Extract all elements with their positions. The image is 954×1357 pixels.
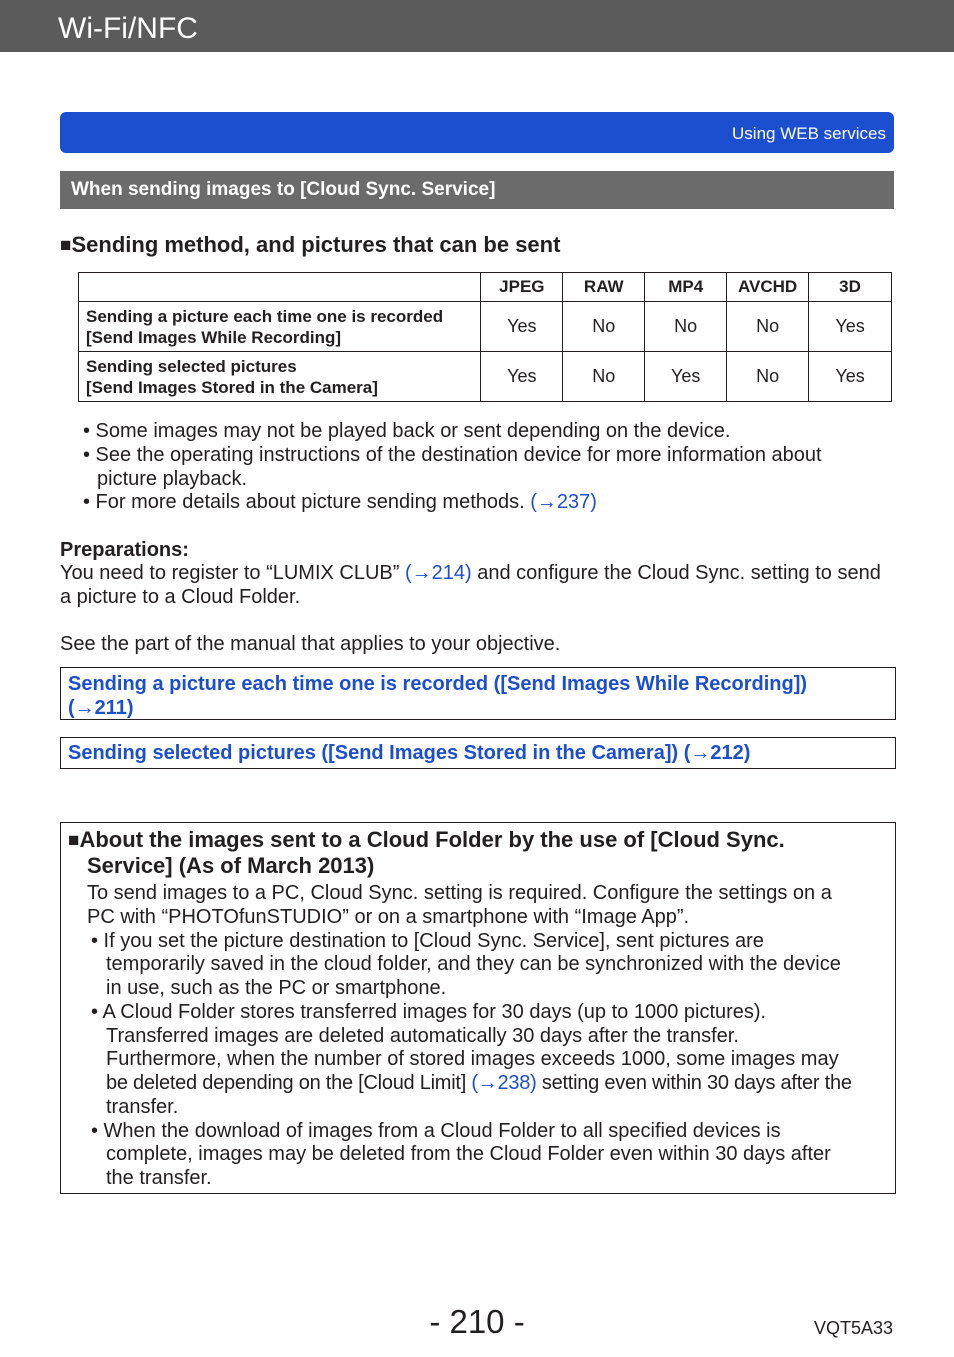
table-header-blank bbox=[79, 273, 481, 302]
table-cell: Yes bbox=[809, 302, 892, 352]
section-label: Using WEB services bbox=[732, 124, 886, 143]
about-bullet-continuation: in use, such as the PC or smartphone. bbox=[106, 977, 447, 999]
about-bullet-continuation: Transferred images are deleted automatically 30 days after the transfer. bbox=[106, 1025, 739, 1047]
method-heading bbox=[60, 232, 560, 259]
about-bullet-continuation: temporarily saved in the cloud folder, and they can be synchronized with the device bbox=[106, 953, 841, 975]
table-cell: No bbox=[563, 352, 645, 402]
table-cell: Yes bbox=[481, 352, 563, 402]
row-label bbox=[79, 352, 481, 402]
note-bullet: • See the operating instructions of the destination device for more information about bbox=[83, 444, 822, 466]
subsection-bar bbox=[60, 171, 894, 209]
about-bullet-continuation: transfer. bbox=[106, 1096, 179, 1118]
preparations-title: Preparations: bbox=[60, 539, 189, 561]
about-cloud-folder-box bbox=[60, 822, 896, 1194]
about-bullet: • If you set the picture destination to [Cloud Sync. Service], sent pictures are bbox=[91, 930, 764, 952]
table-header-mp4: MP4 bbox=[645, 273, 727, 302]
row-label-line: Sending a picture each time one is recorded bbox=[86, 306, 444, 326]
about-text: be deleted depending on the [Cloud Limit] bbox=[106, 1072, 472, 1094]
prep-text: You need to register to “LUMIX CLUB” bbox=[60, 562, 405, 584]
row-label bbox=[79, 302, 481, 352]
ref-link-line: Sending a picture each time one is recorded ([Send Images While Recording]) bbox=[68, 673, 808, 695]
sending-method-table bbox=[78, 272, 892, 402]
about-heading-text: About the images sent to a Cloud Folder by the use of [Cloud Sync. bbox=[79, 827, 785, 852]
square-bullet-icon: ■ bbox=[60, 235, 72, 256]
about-heading bbox=[68, 827, 785, 854]
about-intro: To send images to a PC, Cloud Sync. setting is required. Configure the settings on a bbox=[87, 882, 832, 904]
table-cell: Yes bbox=[481, 302, 563, 352]
note-bullet bbox=[83, 490, 597, 514]
table-cell: No bbox=[563, 302, 645, 352]
page-ref-link[interactable]: (→237) bbox=[530, 491, 597, 513]
top-header-bar bbox=[0, 0, 954, 52]
ref-link-line: (→211) bbox=[68, 697, 134, 719]
square-bullet-icon: ■ bbox=[68, 830, 80, 851]
row-label-line: Sending selected pictures bbox=[86, 356, 297, 376]
about-bullet-continuation: the transfer. bbox=[106, 1167, 212, 1189]
note-text: • For more details about picture sending methods. bbox=[83, 491, 531, 513]
table-cell: Yes bbox=[645, 352, 727, 402]
method-heading-text: Sending method, and pictures that can be sent bbox=[71, 232, 561, 257]
note-bullet-continuation: picture playback. bbox=[97, 468, 248, 490]
ref-send-while-recording[interactable] bbox=[60, 667, 896, 720]
subsection-title: When sending images to [Cloud Sync. Service] bbox=[71, 179, 496, 200]
preparations-text bbox=[60, 561, 881, 585]
document-code: VQT5A33 bbox=[813, 1318, 893, 1338]
table-cell: No bbox=[727, 302, 809, 352]
section-bar bbox=[60, 112, 894, 153]
table-row bbox=[79, 302, 892, 352]
table-header-row bbox=[79, 273, 892, 302]
chapter-title: Wi-Fi/NFC bbox=[58, 12, 198, 45]
ref-send-stored-images[interactable] bbox=[60, 737, 896, 769]
prep-text: and configure the Cloud Sync. setting to send bbox=[471, 562, 881, 584]
objective-text: See the part of the manual that applies to your objective. bbox=[60, 633, 561, 655]
note-bullet: • Some images may not be played back or sent depending on the device. bbox=[83, 420, 731, 442]
about-bullet-continuation: Furthermore, when the number of stored images exceeds 1000, some images may bbox=[106, 1048, 839, 1070]
about-bullet-continuation: complete, images may be deleted from the Cloud Folder even within 30 days after bbox=[106, 1143, 831, 1165]
row-label-line: [Send Images While Recording] bbox=[86, 327, 342, 347]
table-header-jpeg: JPEG bbox=[481, 273, 563, 302]
about-intro: PC with “PHOTOfunSTUDIO” or on a smartphone with “Image App”. bbox=[87, 906, 690, 928]
page-ref-link[interactable]: (→214) bbox=[404, 562, 472, 584]
page-number: - 210 - bbox=[429, 1303, 525, 1340]
table-cell: No bbox=[645, 302, 727, 352]
about-heading-continuation: Service] (As of March 2013) bbox=[87, 853, 375, 878]
page-ref-link[interactable]: (→238) bbox=[471, 1072, 537, 1094]
table-header-3d: 3D bbox=[809, 273, 892, 302]
table-cell: Yes bbox=[809, 352, 892, 402]
table-header-raw: RAW bbox=[563, 273, 645, 302]
about-bullet: • A Cloud Folder stores transferred images for 30 days (up to 1000 pictures). bbox=[91, 1001, 767, 1023]
ref-link-line: Sending selected pictures ([Send Images Stored in the Camera]) (→212) bbox=[68, 742, 751, 764]
about-text: setting even within 30 days after the bbox=[536, 1072, 852, 1094]
table-header-avchd: AVCHD bbox=[727, 273, 809, 302]
table-row bbox=[79, 352, 892, 402]
about-bullet: • When the download of images from a Cloud Folder to all specified devices is bbox=[91, 1120, 781, 1142]
table-cell: No bbox=[727, 352, 809, 402]
row-label-line: [Send Images Stored in the Camera] bbox=[86, 377, 378, 397]
preparations-text: a picture to a Cloud Folder. bbox=[60, 586, 301, 608]
about-bullet-continuation bbox=[106, 1071, 852, 1095]
